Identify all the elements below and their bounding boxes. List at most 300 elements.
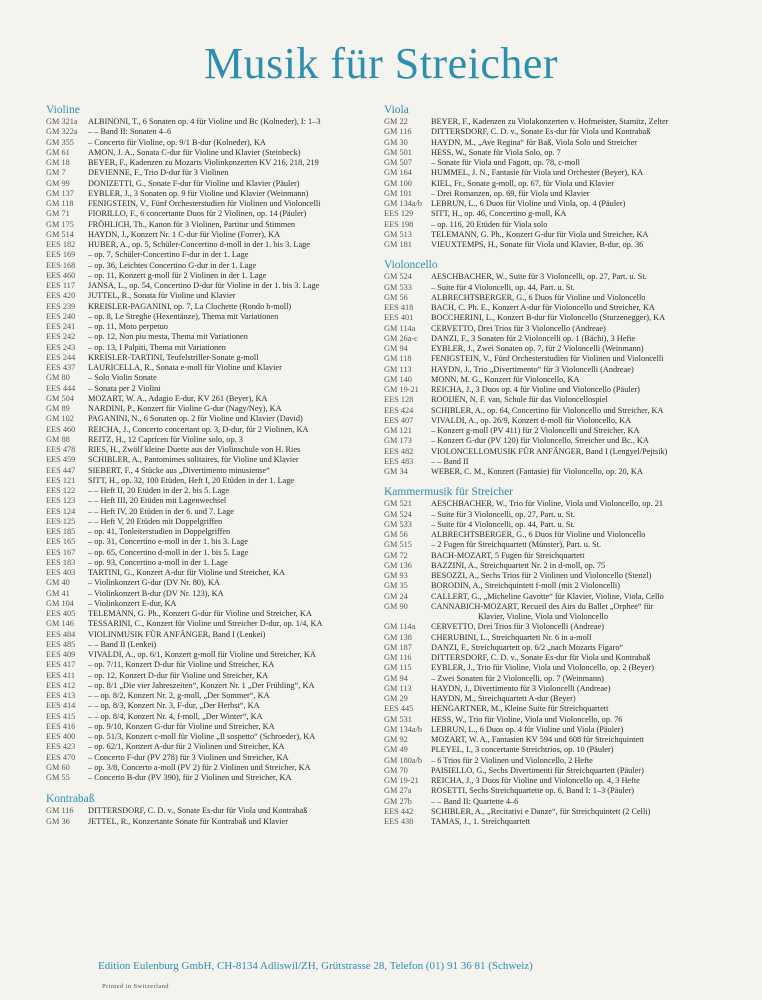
section-heading: Kontrabaß [46,793,95,806]
entry-description: – – op. 8/4, Konzert Nr. 4, f-moll, „Der Winter“, KA [88,711,263,721]
catalog-entry [384,138,720,148]
catalog-entry [384,663,720,673]
entry-description: FENIGSTEIN, V., Fünf Orchesterstudien für Violinen und Violoncelli [431,354,664,364]
catalog-entry [384,694,720,704]
entry-description: – op. 31, Concertino e-moll in der 1. bis 3. Lage [88,537,248,547]
catalog-entry [46,630,372,640]
entry-description: Klavier, Violine, Viola und Violoncello [478,612,608,621]
entry-description: EYBLER, J., Trio für Violine, Viola und Violoncello, op. 2 (Beyer) [431,663,654,673]
entry-description: VIVALDI, A., op. 6/1, Konzert g-moll für Violine und Streicher, KA [88,650,316,659]
catalog-entry [384,293,720,303]
catalog-number: GM 41 [46,588,70,598]
catalog-section [384,259,720,477]
catalog-entry [384,240,720,250]
entry-description: DONIZETTI, G., Sonate F-dur für Violine und Klavier (Päuler) [88,178,300,188]
catalog-entry [46,722,372,732]
catalog-number: EES 241 [46,322,76,331]
catalog-number: GM 27b [384,796,412,806]
catalog-entry [46,712,372,722]
catalog-number: GM 30 [384,137,408,147]
entry-description: LEBRUN, L., 6 Duos op. 4 für Violine und Viola (Päuler) [431,724,624,734]
entry-description: LAURICELLA, R., Sonata e-moll für Violine und Klavier [88,363,282,372]
entry-description: HENGARTNER, M., Kleine Suite für Streichquartett [431,704,609,714]
catalog-number: GM 90 [384,601,408,611]
catalog-entry [384,168,720,178]
entry-description: – op. 12, Non piu mesta, Thema mit Variationen [88,332,248,342]
catalog-number: EES 168 [46,260,76,270]
catalog-number: GM 504 [46,393,74,403]
catalog-entry [46,148,372,158]
entry-description: DITTERSDORF, C. D. v., Sonate Es-dur für Viola und Kontrabaß [431,653,651,662]
catalog-number: GM 56 [384,530,408,539]
catalog-entry [46,537,372,547]
entry-description: JANSA, L., op. 54, Concertino D-dur für Violine in der 1. bis 3. Lage [88,281,320,290]
catalog-number: EES 183 [46,557,76,567]
catalog-entry [46,414,372,424]
catalog-entry [384,467,720,477]
catalog-entry [46,609,372,619]
catalog-entry [46,640,372,650]
catalog-number: EES 414 [46,701,76,711]
catalog-entry [46,384,372,394]
entry-description: ALBRECHTSBERGER, G., 6 Duos für Violine und Violoncello [431,530,646,539]
catalog-entry [46,209,372,219]
catalog-number: GM 61 [46,147,70,157]
catalog-entry [46,701,372,711]
catalog-entry [46,138,372,148]
entry-description: HAYDN, J., Trio „Divertimento“ für 3 Violoncelli (Andreae) [431,364,634,374]
catalog-entry [384,745,720,755]
entry-description: BACH-MOZART, 5 Fugen für Streichquartett [431,550,585,560]
catalog-number: EES 117 [46,281,75,290]
catalog-number: EES 409 [46,650,76,659]
entry-description: – 6 Trios für 2 Violinen und Violoncello, 2 Hefte [431,755,593,765]
entry-description: SITT, H., op. 32, 100 Etüden, Heft I, 20 Etüden in der 1. Lage [88,475,295,485]
catalog-entry [46,261,372,271]
entry-description: JUTTEL, R., Sonata für Violine und Klavier [88,291,236,301]
catalog-number: GM 533 [384,519,412,529]
catalog-entry [384,704,720,714]
catalog-entry [46,230,372,240]
catalog-entry [46,599,372,609]
catalog-entry [46,671,372,681]
catalog-entry [46,127,372,137]
catalog-entry [384,158,720,168]
catalog-entry [384,776,720,786]
entry-description: KIEL, Fr., Sonate g-moll, op. 67, für Viola und Klavier [431,178,615,188]
entry-description: – – Heft III, 20 Etüden mit Lagenwechsel [88,496,227,506]
catalog-entry [384,199,720,209]
catalog-number: EES 128 [384,395,414,405]
catalog-entry [384,817,720,827]
entry-description: BORODIN, A., Streichquintett f-moll (mit 2 Violoncelli) [431,581,621,591]
catalog-number: GM 114a [384,323,416,333]
catalog-number: EES 438 [384,817,414,826]
catalog-entry [46,753,372,763]
catalog-entry [384,220,720,230]
catalog-entry [46,589,372,599]
entry-description: – op. 11, Konzert g-moll für 2 Violinen in der 1. Lage [88,270,267,280]
catalog-entry [46,199,372,209]
entry-description: SCHIBLER, A., Pantomimes solitaires, für Violine und Klavier [88,455,299,465]
catalog-entry [46,466,372,476]
entry-description: – op. 9/10, Konzert G-dur für Violine und Streicher, KA [88,721,275,731]
catalog-number: EES 198 [384,219,414,229]
catalog-number: EES 405 [46,609,76,618]
catalog-entry [46,742,372,752]
entry-description: – Violinkonzert B-dur (DV Nr. 123), KA [88,588,224,598]
entry-description: TESSARINI, C., Konzert für Violine und Streicher D-dur, op. 1/4, KA [88,619,323,629]
catalog-number: GM 89 [46,404,70,413]
entry-description: VIEUXTEMPS, H., Sonate für Viola und Klavier, B-dur, op. 36 [431,240,644,249]
catalog-number: EES 415 [46,711,76,721]
entry-description: REICHA, J., 3 Duos für Violine und Violoncello op. 4, 3 Hefte [431,776,640,785]
catalog-entry [384,622,720,632]
catalog-entry [384,324,720,334]
catalog-number: GM 181 [384,240,412,249]
entry-description: MOZART, W. A., Fantasien KV 594 und 608 für Streichquintett [431,735,644,744]
catalog-entry [46,476,372,486]
catalog-number: EES 444 [46,383,76,393]
catalog-number: GM 121 [384,426,412,435]
entry-description: HUMMEL, J. N., Fantasie für Viola und Orchester (Beyer), KA [431,168,644,178]
entry-description: CHERUBINI, L., Streichquartett Nr. 6 in a-moll [431,632,592,642]
catalog-entry [384,551,720,561]
catalog-number: GM 322a [46,127,78,137]
catalog-section [46,104,372,783]
entry-description: HESS, W., Trio für Violine, Viola und Violoncello, op. 76 [431,714,623,724]
catalog-number: GM 24 [384,591,408,601]
catalog-entry [46,773,372,783]
entry-description: HAYDN, J., Konzert Nr. 1 C-dur für Violine (Forrer), KA [88,229,281,239]
catalog-number: GM 501 [384,147,412,157]
catalog-number: EES 459 [46,455,76,465]
catalog-number: GM 80 [46,373,70,383]
catalog-number: EES 124 [46,506,76,516]
entry-description: – Sonate für Viola und Fagott, op. 78, c-moll [431,158,580,167]
entry-description: – – Band II: Quartette 4–6 [431,796,519,806]
catalog-entry [46,568,372,578]
entry-description: – Suite für 4 Violoncelli, op. 44, Part. u. St. [431,519,575,529]
catalog-entry [46,168,372,178]
catalog-number: GM 116 [384,127,412,137]
catalog-number: EES 400 [46,732,76,741]
catalog-number: GM 40 [46,578,70,588]
catalog-number: EES 411 [46,670,75,680]
catalog-number: EES 244 [46,352,76,362]
entry-description: – Violinkonzert E-dur, KA [88,598,177,608]
catalog-section [46,793,372,827]
catalog-number: EES 401 [384,313,414,323]
entry-description: – Solo Violin Sonate [88,373,157,383]
catalog-number: EES 239 [46,301,76,311]
catalog-number: GM 27a [384,786,412,796]
catalog-entry [46,343,372,353]
catalog-number: GM 18 [46,158,70,167]
catalog-entry [384,735,720,745]
catalog-number: EES 485 [46,639,76,649]
entry-description: WEBER, C. M., Konzert (Fantasie) für Violoncello, op. 20, KA [431,467,643,476]
catalog-entry [384,643,720,653]
catalog-number: GM 140 [384,374,412,384]
catalog-entry [46,619,372,629]
catalog-entry [46,691,372,701]
entry-description: KREISLER-PAGANINI, op. 7, La Clochette (Rondo h-moll) [88,301,292,311]
catalog-number: GM 175 [46,219,74,229]
catalog-entry [46,250,372,260]
catalog-entry [384,766,720,776]
entry-description: – op. 11, Moto perpetuo [88,322,168,331]
catalog-number: EES 418 [384,303,414,312]
entry-description: TARTINI, G., Konzert A-dur für Violine und Streicher, KA [88,568,285,577]
catalog-entry [384,416,720,426]
entry-description: – – Band II: Sonaten 4–6 [88,127,172,137]
entry-description: DANZI, F., 3 Sonaten für 2 Violoncelli op. 1 (Bächi), 3 Hefte [431,333,636,343]
entry-description: – – Heft II, 20 Etüden in der 2. bis 5. Lage [88,486,230,495]
section-heading: Violoncello [384,259,438,272]
entry-description: REITZ, H., 12 Capricen für Violine solo, op. 3 [88,434,243,444]
entry-description: MOZART, W. A., Adagio E-dur, KV 261 (Beyer), KA [88,393,268,403]
catalog-entry [384,540,720,550]
catalog-entry [46,732,372,742]
entry-description: – – Band II (Lenkei) [88,639,157,649]
catalog-entry [46,312,372,322]
catalog-entry [384,674,720,684]
catalog-number: GM 55 [46,773,70,782]
catalog-entry [384,592,720,602]
catalog-number: GM 118 [384,354,412,364]
entry-description: TAMAS, J., 1. Streichquartett [431,817,531,826]
publisher-footer: Edition Eulenburg GmbH, CH-8134 Adliswil/ZH, Grütstrasse 28, Telefon (01) 91 36 81 (Schweiz) [98,960,533,972]
catalog-number: GM 36 [46,816,70,826]
catalog-number: EES 403 [46,568,76,577]
entry-description: – Suite für 3 Violoncelli, op. 27, Part. u. St. [431,509,575,519]
entry-description: ROSETTI, Sechs Streichquartette op. 6, Band I: 1–3 (Päuler) [431,786,634,796]
catalog-number: GM 116 [46,806,74,816]
entry-description: – – op. 8/3, Konzert Nr. 3, F-dur, „Der Herbst“, KA [88,701,260,711]
catalog-number: GM 93 [384,571,408,580]
section-heading: Violine [46,104,80,116]
entry-description: – op. 116, 20 Etüden für Viola solo [431,219,548,229]
catalog-number: GM 29 [384,694,408,703]
catalog-section [384,486,720,827]
catalog-entry [384,571,720,581]
catalog-column-right [384,104,720,827]
entry-description: – Zwei Sonaten für 2 Violoncelli, op. 7 (Weinmann) [431,673,604,683]
catalog-number: GM 180a/b [384,755,423,765]
entry-description: BAZZINI, A., Streichquartett Nr. 2 in d-moll, op. 75 [431,560,606,570]
catalog-entry [46,486,372,496]
entry-description: – op. 7/11, Konzert D-dur für Violine und Streicher, KA [88,660,275,670]
catalog-entry [46,763,372,773]
entry-description: BESOZZI, A., Sechs Trios für 2 Violinen und Violoncello (Stenzl) [431,571,652,580]
entry-description: EYBLER, J., Zwei Sonaten op. 7, für 2 Violoncelli (Weinmann) [431,344,644,353]
catalog-number: EES 412 [46,680,76,690]
catalog-entry [46,373,372,383]
catalog-entry [384,520,720,530]
entry-description: CALLERT, G., „Micheline Gavotte“ für Klavier, Violine, Viola, Cello [431,591,664,601]
catalog-number: GM 99 [46,178,70,188]
entry-description: – op. 12, Konzert D-dur für Violine und Streicher, KA [88,670,269,680]
catalog-entry [46,496,372,506]
catalog-number: GM 22 [384,117,408,126]
entry-description: CERVETTO, Drei Trios für 3 Violoncelli (Andreae) [431,622,604,632]
catalog-number: GM 88 [46,434,70,444]
catalog-entry [46,548,372,558]
catalog-number: GM 7 [46,168,66,178]
catalog-entry [46,517,372,527]
catalog-number: EES 243 [46,342,76,352]
catalog-number: GM 113 [384,364,412,374]
catalog-entry [46,435,372,445]
catalog-entry [384,807,720,817]
catalog-entry [46,353,372,363]
entry-description: FRÖHLICH, Th., Kanon für 3 Violinen, Partitur und Stimmen [88,219,296,229]
catalog-number: GM 49 [384,745,408,755]
catalog-entry [384,633,720,643]
entry-description: FENIGSTEIN, V., Fünf Orchesterstudien für Violinen und Violoncelli [88,199,321,208]
catalog-entry [384,303,720,313]
catalog-entry [384,354,720,364]
entry-description: – Drei Romanzen, op. 69, für Viola und Klavier [431,188,590,198]
catalog-number: GM 514 [46,229,74,239]
catalog-number: GM 92 [384,735,408,744]
catalog-entry [46,281,372,291]
catalog-number: GM 72 [384,550,408,560]
entry-description: AMON, J. A., Sonata C-dur für Violine und Klavier (Steinbeck) [88,147,301,157]
catalog-number: GM 187 [384,642,412,652]
entry-description: – op. 65, Concertino d-moll in der 1. bis 5. Lage [88,547,249,557]
printed-note: Printed in Switzerland [102,983,169,990]
catalog-number: GM 60 [46,762,70,772]
catalog-number: GM 507 [384,158,412,167]
entry-description: AESCHBACHER, W., Suite für 3 Violoncelli, op. 27, Part. u. St. [431,272,647,282]
entry-description: – op. 7, Schüler-Concertino F-dur in der 1. Lage [88,250,249,260]
catalog-entry [46,578,372,588]
catalog-entry [46,558,372,568]
catalog-number: EES 420 [46,291,76,301]
page-title: Musik für Streicher [203,39,559,88]
catalog-entry [46,179,372,189]
entry-description: EYBLER, J., 3 Sonaten op. 9 für Violine und Klavier (Weinmann) [88,188,309,198]
entry-description: – op. 13, I Palpiti, Thema mit Variationen [88,342,226,352]
catalog-entry [384,530,720,540]
entry-description: – – Heft V, 20 Etüden mit Doppelgriffen [88,516,223,526]
catalog-number: GM 104 [46,598,74,608]
entry-description: CANNABICH-MOZART, Recueil des Airs du Ballet „Orphee“ für [431,601,654,611]
catalog-entry [384,209,720,219]
catalog-number: GM 19-21 [384,776,419,785]
entry-description: – 2 Fugen für Streichquartett (Münster), Part. u. St. [431,540,602,550]
entry-description: SIEBERT, F., 4 Stücke aus „Divertimento minusiense“ [88,465,270,475]
entry-description: BACH, C. Ph. E., Konzert A-dur für Violoncello und Streicher, KA [431,303,655,312]
catalog-entry [384,385,720,395]
entry-description: TELEMANN, G. Ph., Konzert G-dur für Viola und Streicher, KA [431,229,649,239]
entry-description: RIES, H., Zwölf kleine Duette aus der Violinschule von H. Ries [88,445,301,454]
catalog-entry [384,602,720,612]
catalog-number: EES 407 [384,415,414,425]
catalog-number: EES 482 [384,446,414,456]
catalog-number: GM 101 [384,188,412,198]
entry-description: – – Heft IV, 20 Etüden in der 6. und 7. Lage [88,506,234,516]
catalog-number: GM 113 [384,683,412,693]
catalog-number: GM 56 [384,292,408,302]
catalog-entry [384,725,720,735]
catalog-entry [46,507,372,517]
catalog-number: EES 484 [46,629,76,639]
entry-description: – op. 8/1 „Die vier Jahreszeiten“, Konzert Nr. 1 „Der Frühling“, KA [88,680,315,690]
entry-description: HUBER, A., op. 5, Schüler-Concertino d-moll in der 1. bis 3. Lage [88,240,310,249]
entry-description: ROOIJEN, N. F. van, Schule für das Violoncellospiel [431,395,608,405]
catalog-number: EES 417 [46,660,76,670]
catalog-number: EES 442 [384,806,414,816]
entry-description: – Concerto für Violine, op. 9/1 B-dur (Kolneder), KA [88,137,266,147]
catalog-number: GM 34 [384,467,408,476]
catalog-entry [46,527,372,537]
catalog-number: EES 167 [46,547,76,557]
catalog-number: GM 138 [384,632,412,642]
entry-description: DANZI, F., Streichquartett op. 6/2 „nach Mozarts Figaro“ [431,642,624,652]
catalog-number: EES 165 [46,537,76,547]
entry-description: VIOLONCELLOMUSIK FÜR ANFÄNGER, Band I (Lengyel/Pejtsik) [431,446,668,456]
catalog-number: GM 524 [384,272,412,282]
catalog-entry [46,189,372,199]
catalog-number: GM 355 [46,137,74,147]
catalog-number: GM 321a [46,117,78,126]
catalog-number: GM 515 [384,540,412,550]
catalog-entry [46,302,372,312]
catalog-entry [384,189,720,199]
catalog-entry [384,375,720,385]
catalog-number [384,612,431,622]
catalog-number: EES 129 [384,209,414,219]
catalog-entry [384,395,720,405]
catalog-number: EES 123 [46,496,76,506]
entry-description: VIOLINMUSIK FÜR ANFÄNGER, Band I (Lenkei) [88,629,266,639]
catalog-entry [384,148,720,158]
entry-description: HESS, W., Sonate für Viola Solo, op. 7 [431,147,561,157]
entry-description: – op. 51/3, Konzert c-moll für Violine „Il sospetto“ (Schroeder), KA [88,732,316,741]
entry-description: PLEYEL, I., 3 concertante Streichtrios, op. 10 (Päuler) [431,745,614,755]
catalog-entry [384,684,720,694]
entry-description: – op. 8, Le Streghe (Hexentänze), Thema mit Variationen [88,311,279,321]
entry-description: PAISIELLO, G., Sechs Divertimenti für Streichquartett (Päuler) [431,765,644,775]
entry-description: BOCCHERINI, L., Konzert B-dur für Violoncello (Sturzenegger), KA [431,313,666,323]
entry-description: – – Band II [431,456,469,466]
entry-description: LEBRUN, L., 6 Duos für Violine und Viola, op. 4 (Päuler) [431,199,626,208]
catalog-entry [384,406,720,416]
catalog-entry [384,426,720,436]
catalog-entry [384,272,720,282]
catalog-number: EES 182 [46,240,76,249]
catalog-entry [384,581,720,591]
catalog-entry [46,806,372,816]
section-heading: Kammermusik für Streicher [384,486,514,499]
catalog-number: GM 521 [384,499,412,509]
catalog-number: EES 416 [46,721,76,731]
entry-description: HAYDN, M., „Ave Regina“ für Baß, Viola Solo und Streicher [431,137,638,147]
catalog-number: EES 423 [46,742,76,752]
catalog-entry [384,179,720,189]
entry-description: HAYDN, J., Divertimento für 3 Violoncelli (Andreae) [431,683,611,693]
entry-description: – Violinkonzert G-dur (DV Nr. 80), KA [88,578,220,588]
catalog-entry [46,220,372,230]
entry-description: DITTERSDORF, C. D. v., Sonate Es-dur für Viola und Kontrabaß [431,127,651,137]
catalog-number: GM 26a-c [384,333,418,343]
catalog-entry [46,660,372,670]
catalog-entry [46,240,372,250]
catalog-number: EES 122 [46,486,76,495]
